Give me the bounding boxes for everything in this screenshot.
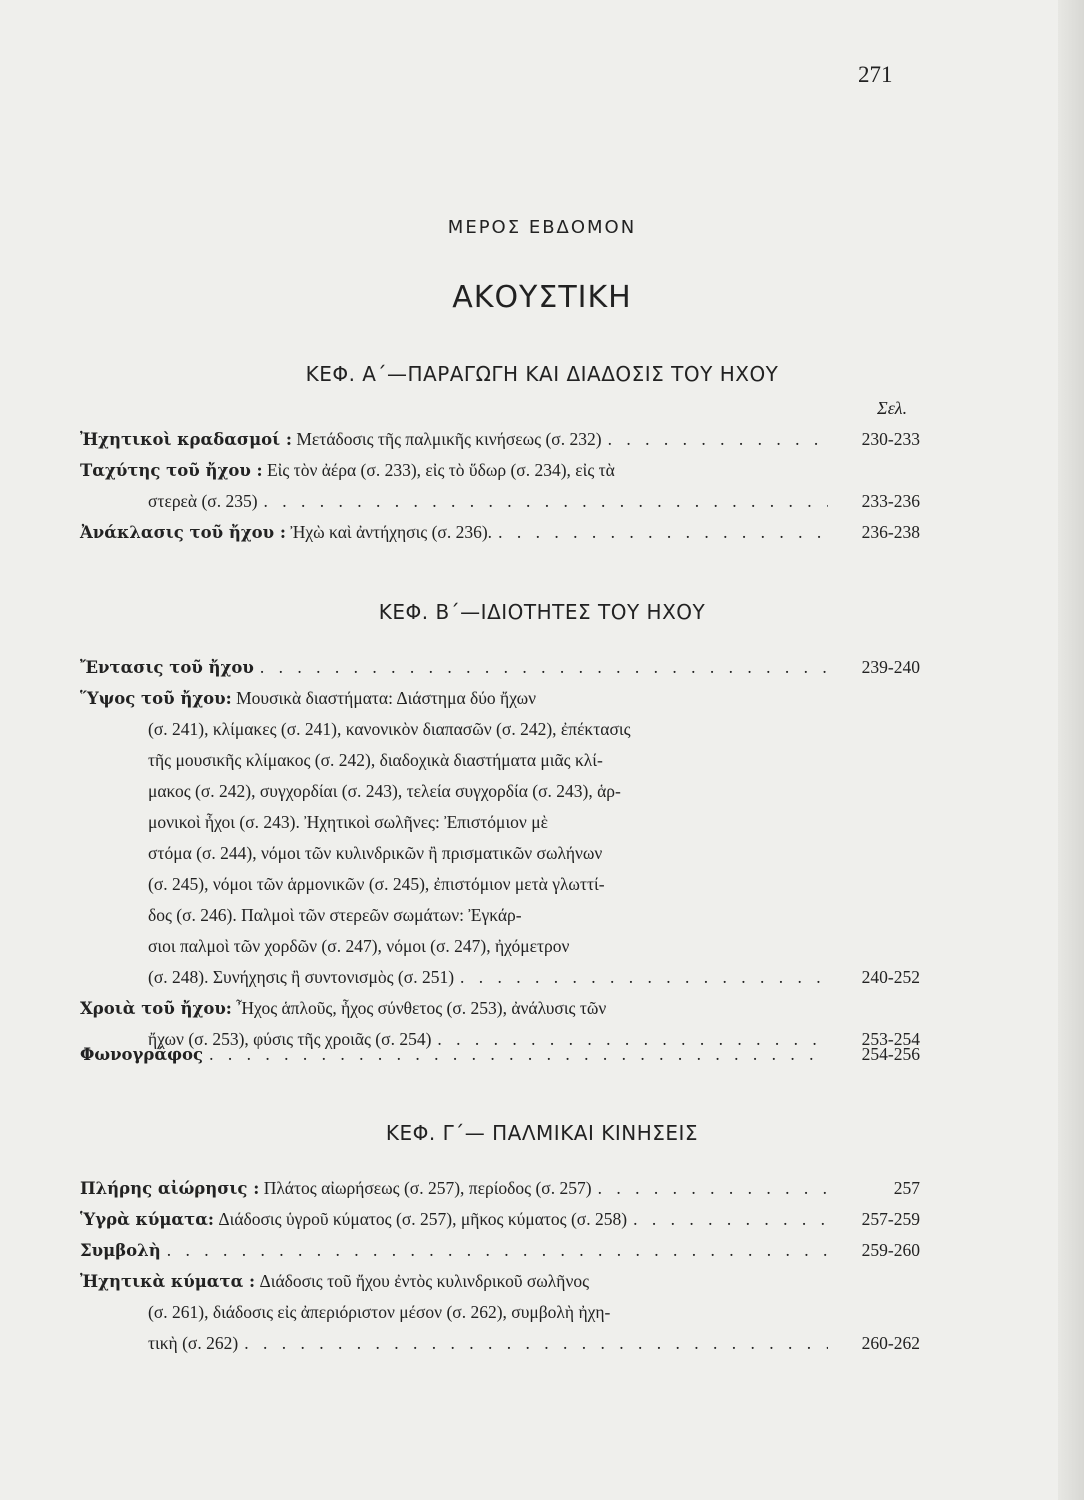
entry-text-continued: (σ. 261), διάδοσις εἰς ἀπεριόριστον μέσον (σ. 262), συμβολὴ ἠχη- <box>148 1302 611 1322</box>
entry-text-continued: δος (σ. 246). Παλμοὶ τῶν στερεῶν σωμάτων: Ἐγκάρ- <box>148 905 522 925</box>
entry-text-continued: σιοι παλμοὶ τῶν χορδῶν (σ. 247), νόμοι (σ. 247), ἠχόμετρον <box>148 936 570 956</box>
leader-dots <box>260 652 828 683</box>
entry-term: Ἀνάκλασις τοῦ ἤχου : <box>80 523 286 542</box>
entry-text-continued: (σ. 241), κλίμακες (σ. 241), κανονικὸν διαπασῶν (σ. 242), ἐπέκτασις <box>148 719 631 739</box>
entry-pages: 230-233 <box>861 429 920 449</box>
entry-term: Ἔντασις τοῦ ἤχου <box>80 658 254 677</box>
entry-text-continued: μακος (σ. 242), συγχορδίαι (σ. 243), τελεία συγχορδία (σ. 243), ἁρ- <box>148 781 621 801</box>
subject-title: ΑΚΟΥΣΤΙΚΗ <box>452 280 632 315</box>
leader-dots <box>633 1204 828 1235</box>
leader-dots <box>598 1173 828 1204</box>
entry-pages: 236-238 <box>861 522 920 542</box>
entry-text-continued: στερεὰ (σ. 235) <box>148 491 258 511</box>
leader-dots <box>244 1328 828 1359</box>
entry-text-continued: (σ. 248). Συνήχησις ἢ συντονισμὸς (σ. 251) <box>148 967 455 987</box>
entry-pages: 233-236 <box>861 491 920 511</box>
leader-dots <box>498 517 828 548</box>
toc-entry <box>80 1173 920 1204</box>
entry-text-continued: τῆς μουσικῆς κλίμακος (σ. 242), διαδοχικὰ διαστήματα μιᾶς κλί- <box>148 750 603 770</box>
entry-text-continued: τικὴ (σ. 262) <box>148 1333 239 1353</box>
entry-text-continued: μονικοὶ ἦχοι (σ. 243). Ἠχητικοὶ σωλῆνες: Ἐπιστόμιον μὲ <box>148 812 548 832</box>
entry-text-continued: ἤχων (σ. 253), φύσις τῆς χροιᾶς (σ. 254) <box>148 1029 432 1049</box>
toc-entry <box>80 424 920 455</box>
toc-entry <box>80 1266 920 1359</box>
entry-pages: 240-252 <box>861 967 920 987</box>
entry-pages: 239-240 <box>861 657 920 677</box>
entry-text-continued: (σ. 245), νόμοι τῶν ἁρμονικῶν (σ. 245), ἐπιστόμιον μετὰ γλωττί- <box>148 874 605 894</box>
entry-term: Χροιὰ τοῦ ἤχου: <box>80 999 232 1018</box>
toc-entry <box>80 1204 920 1235</box>
leader-dots <box>264 486 828 517</box>
entry-text: Μετάδοσις τῆς παλμικῆς κινήσεως (σ. 232) <box>296 429 602 449</box>
page-number: 271 <box>858 62 893 87</box>
leader-dots <box>167 1235 828 1266</box>
entry-text: Διάδοσις τοῦ ἤχου ἐντὸς κυλινδρικοῦ σωλῆνος <box>259 1271 590 1291</box>
entry-term: Ὕψος τοῦ ἤχου: <box>80 689 232 708</box>
entry-term: Φωνογράφος <box>80 1045 204 1064</box>
entry-pages: 257-259 <box>861 1209 920 1229</box>
entry-text: Εἰς τὸν ἀέρα (σ. 233), εἰς τὸ ὕδωρ (σ. 234), εἰς τὰ <box>266 460 615 480</box>
entry-text: Πλάτος αἰωρήσεως (σ. 257), περίοδος (σ. 257) <box>263 1178 592 1198</box>
leader-dots <box>460 962 828 993</box>
entry-term: Ἠχητικοὶ κραδασμοί : <box>80 430 292 449</box>
toc-entry <box>80 683 920 993</box>
entry-pages: 254-256 <box>861 1044 920 1064</box>
entry-term: Ὑγρὰ κύματα: <box>80 1210 214 1229</box>
toc-entry <box>80 455 920 517</box>
part-title: ΜΕΡΟΣ ΕΒΔΟΜΟΝ <box>447 217 637 238</box>
page-column-label: Σελ. <box>877 398 908 418</box>
chapter-heading-b: ΚΕΦ. Β΄—ΙΔΙΟΤΗΤΕΣ ΤΟΥ ΗΧΟΥ <box>378 600 706 624</box>
toc-entry <box>80 517 920 548</box>
entry-term: Συμβολὴ <box>80 1241 161 1260</box>
entry-text: Μουσικὰ διαστήματα: Διάστημα δύο ἤχων <box>236 688 537 708</box>
toc-entry <box>80 1235 920 1266</box>
entry-pages: 260-262 <box>861 1333 920 1353</box>
entry-pages: 257 <box>893 1178 920 1198</box>
chapter-heading-a: ΚΕΦ. Α΄—ΠΑΡΑΓΩΓΗ ΚΑΙ ΔΙΑΔΟΣΙΣ ΤΟΥ ΗΧΟΥ <box>305 362 779 386</box>
entry-term: Ταχύτης τοῦ ἤχου : <box>80 461 263 480</box>
entry-pages: 259-260 <box>861 1240 920 1260</box>
entry-pages: 253-254 <box>861 1029 920 1049</box>
entry-term: Πλήρης αἰώρησις : <box>80 1179 260 1198</box>
chapter-heading-c: ΚΕΦ. Γ΄— ΠΑΛΜΙΚΑΙ ΚΙΝΗΣΕΙΣ <box>385 1121 699 1145</box>
entry-term: Ἠχητικὰ κύματα : <box>80 1272 256 1291</box>
toc-entry <box>80 652 920 683</box>
entry-text-continued: στόμα (σ. 244), νόμοι τῶν κυλινδρικῶν ἢ πρισματικῶν σωλήνων <box>148 843 603 863</box>
entry-text: Διάδοσις ὑγροῦ κύματος (σ. 257), μῆκος κύματος (σ. 258) <box>218 1209 628 1229</box>
entry-text: Ἦχος ἁπλοῦς, ἦχος σύνθετος (σ. 253), ἀνάλυσις τῶν <box>236 998 607 1018</box>
leader-dots <box>608 424 828 455</box>
entry-text: Ἠχὼ καὶ ἀντήχησις (σ. 236). <box>290 522 493 542</box>
toc-entry <box>80 1039 920 1070</box>
leader-dots <box>209 1039 828 1070</box>
